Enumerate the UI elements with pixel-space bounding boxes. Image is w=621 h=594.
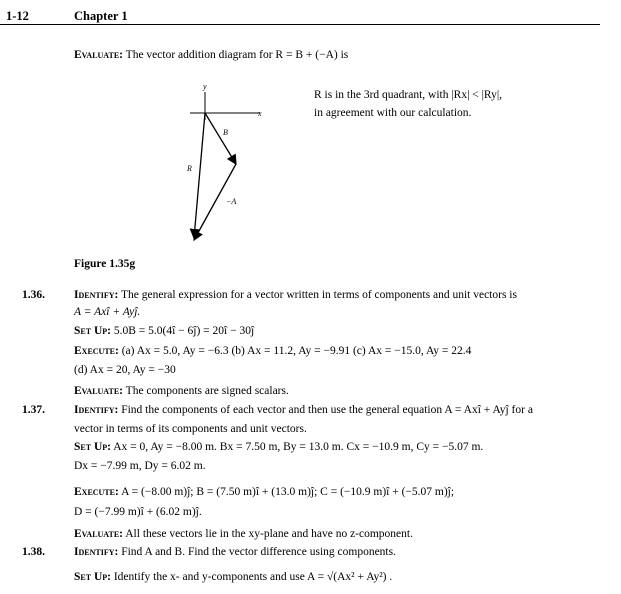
p137-evaluate (74, 527, 413, 541)
page-number: 1-12 (6, 9, 29, 23)
vector-r-arrow (194, 113, 205, 238)
p136-execute-2: (d) Ax = 20, Ay = −30 (74, 364, 176, 376)
p137-execute (74, 485, 454, 499)
evaluate-label: Evaluate: (74, 385, 123, 397)
setup-text: Ax = 0, Ay = −8.00 m. Bx = 7.50 m, By = 13.0 m. Cx = −10.9 m, Cy = −5.07 m. (113, 441, 484, 453)
p137-identify-2: vector in terms of its components and unit vectors. (74, 423, 307, 435)
p136-evaluate (74, 384, 289, 398)
p136-setup (74, 324, 254, 338)
identify-label: Identify: (74, 289, 119, 301)
problem-number-137: 1.37. (22, 404, 45, 416)
problem-number-138: 1.38. (22, 546, 45, 558)
vector-neg-a-label: −A (226, 197, 237, 206)
execute-text: (a) Ax = 5.0, Ay = −6.3 (b) Ax = 11.2, Ay = −9.91 (c) Ax = −15.0, Ay = 22.4 (121, 345, 472, 357)
vector-diagram-svg (170, 80, 280, 250)
side-note-line-2: in agreement with our calculation. (314, 107, 472, 119)
evaluate-label: Evaluate: (74, 528, 123, 540)
evaluate-text: The vector addition diagram for R = B + (−A) is (125, 49, 349, 61)
y-axis-label: y (203, 82, 207, 91)
p138-setup (74, 570, 392, 584)
p136-identify-equation: A = Axî + Ayĵ. (74, 306, 141, 318)
p137-setup (74, 440, 483, 454)
vector-b-arrow (205, 113, 236, 164)
vector-r-label: R (187, 164, 192, 173)
identify-label: Identify: (74, 404, 119, 416)
identify-text: Find A and B. Find the vector difference using components. (121, 546, 396, 558)
p137-execute-2: D = (−7.99 m)î + (6.02 m)ĵ. (74, 506, 202, 518)
setup-label: Set Up: (74, 441, 111, 453)
evaluate-top-line (74, 48, 348, 62)
setup-label: Set Up: (74, 325, 111, 337)
identify-label: Identify: (74, 546, 119, 558)
p136-identify (74, 288, 517, 302)
p137-setup-2: Dx = −7.99 m, Dy = 6.02 m. (74, 460, 206, 472)
evaluate-label: Evaluate: (74, 49, 123, 61)
execute-text: A = (−8.00 m)ĵ; B = (7.50 m)î + (13.0 m)ĵ; C = (−10.9 m)î + (−5.07 m)ĵ; (121, 486, 455, 498)
identify-text: Find the components of each vector and then use the general equation A = Axî + Ayĵ for a (121, 404, 533, 416)
evaluate-text: The components are signed scalars. (125, 385, 289, 397)
figure-caption: Figure 1.35g (74, 258, 136, 270)
chapter-title: Chapter 1 (74, 9, 128, 23)
setup-text: 5.0B = 5.0(4î − 6ĵ) = 20î − 30ĵ (113, 325, 255, 337)
setup-label: Set Up: (74, 571, 111, 583)
execute-label: Execute: (74, 486, 119, 498)
problem-number-136: 1.36. (22, 289, 45, 301)
identify-text: The general expression for a vector written in terms of components and unit vectors is (120, 289, 517, 301)
p138-identify (74, 545, 396, 559)
p136-execute (74, 344, 471, 358)
side-note-line-1: R is in the 3rd quadrant, with |Rx| < |Ry|, (314, 89, 503, 101)
p137-identify (74, 403, 533, 417)
evaluate-text: All these vectors lie in the xy-plane and have no z-component. (125, 528, 413, 540)
setup-text: Identify the x- and y-components and use A = √(Ax² + Ay²) . (113, 571, 393, 583)
vector-b-label: B (223, 128, 228, 137)
execute-label: Execute: (74, 345, 119, 357)
x-axis-label: x (258, 109, 262, 118)
page-header (0, 6, 600, 25)
